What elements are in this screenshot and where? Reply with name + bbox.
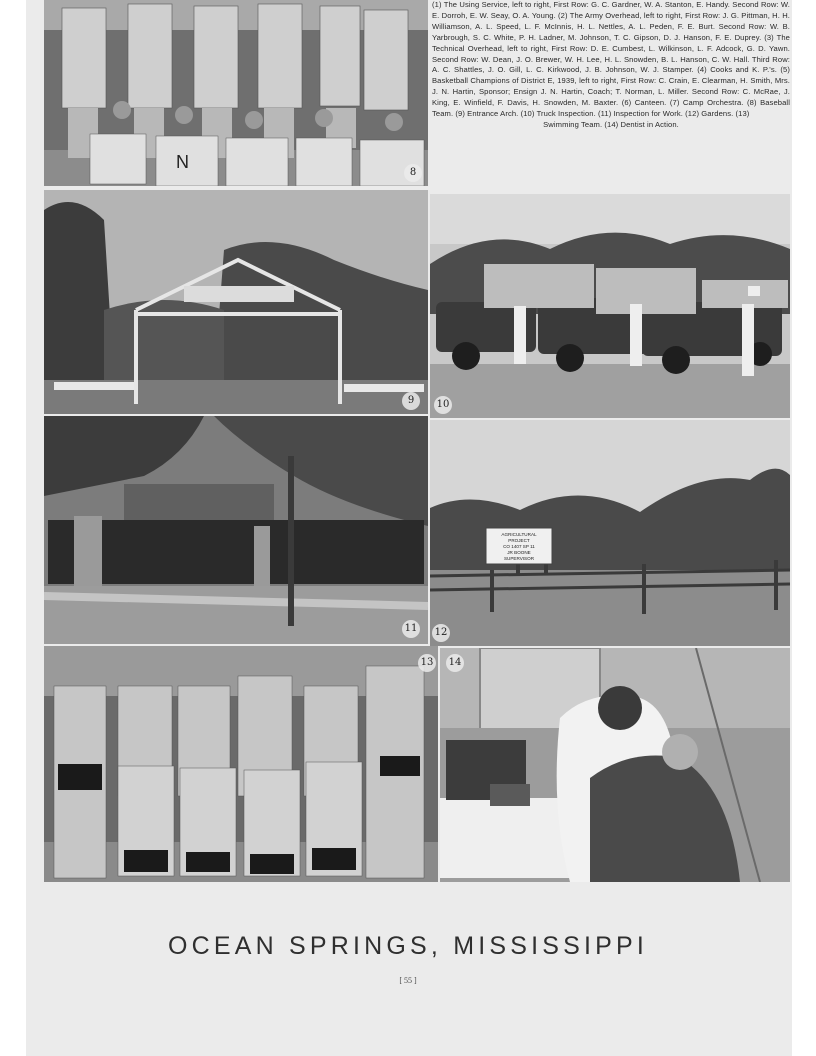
photo-number-11: 11 xyxy=(402,620,420,638)
photo-swimming-team xyxy=(44,646,438,882)
svg-text:N: N xyxy=(176,152,189,172)
sign-line-3: CO 1407 SP 11 xyxy=(503,544,535,549)
sign-line-1: AGRICULTURAL xyxy=(501,532,537,537)
photo-baseball-team xyxy=(44,0,428,186)
photo-number-12: 12 xyxy=(432,624,450,642)
page-title: OCEAN SPRINGS, MISSISSIPPI xyxy=(167,932,649,960)
photo-dentist-in-action xyxy=(440,648,790,882)
photo-inspection-for-work xyxy=(44,416,428,644)
photo-number-9: 9 xyxy=(402,392,420,410)
photo-number-14: 14 xyxy=(446,654,464,672)
sign-line-2: PROJECT xyxy=(508,538,530,543)
photo-number-13: 13 xyxy=(418,654,436,672)
sign-line-5: SUPERVISOR xyxy=(503,556,535,561)
caption-last-line: Swimming Team. (14) Dentist in Action. xyxy=(543,119,679,129)
photo-captions xyxy=(432,0,790,184)
page-number: [ 55 ] xyxy=(399,976,417,985)
photo-gardens xyxy=(430,420,790,646)
photo-entrance-arch xyxy=(44,190,428,414)
caption-text: (1) The Using Service, left to right, First Row: G. C. Gardner, W. A. Stanton, E. Handy. Second Row: W. E. Dorroh, E. W. Seay, O. A. Young. (2) The Army Overhead, left to right, First Row: J. G. Pittman, H. H. Williamson, A. L. Speed, L. F. McInnis, H. L. Nettles, A. L. Peden, F. E. Burt. Second Row: W. B. Yarbrough, S. C. White, P. H. Ladner, M. Johnson, T. C. Gipson, D. J. Hanson, F. E. Duprey. (3) The Technical Overhead, left to right, First Row: D. E. Cumbest, L. Wilkinson, L. F. Adcock, G. D. Yawn. Second Row: W. Dean, J. O. Brewer, W. H. Lee, H. L. Snowden, B. L. Hanson, C. W. Hall. Third Row: A. C. Shattles, J. O. Gill, L. C. Kirkwood, J. B. Johnson, W. J. Stamper. (4) Cooks and K. P.'s. (5) Basketball Champions of District E, 1939, left to right, First Row: C. Crain, E. Clearman, H. Smith, Mrs. J. N. Hartin, Sponsor; Ensign J. N. Hartin, Coach; T. Norman, L. Miller. Second Row: C. McRae, J. King, E. Winfield, F. Davis, H. Snowden, M. Baxter. (6) Canteen. (7) Camp Orchestra. (8) Baseball Team. (9) Entrance Arch. (10) Truck Inspection. (11) Inspection for Work. (12) Gardens. (13) xyxy=(432,0,790,119)
sign-line-4: JR BOONE xyxy=(507,550,531,555)
photo-number-10: 10 xyxy=(434,396,452,414)
photo-number-8: 8 xyxy=(404,164,422,182)
photo-truck-inspection xyxy=(430,194,790,418)
